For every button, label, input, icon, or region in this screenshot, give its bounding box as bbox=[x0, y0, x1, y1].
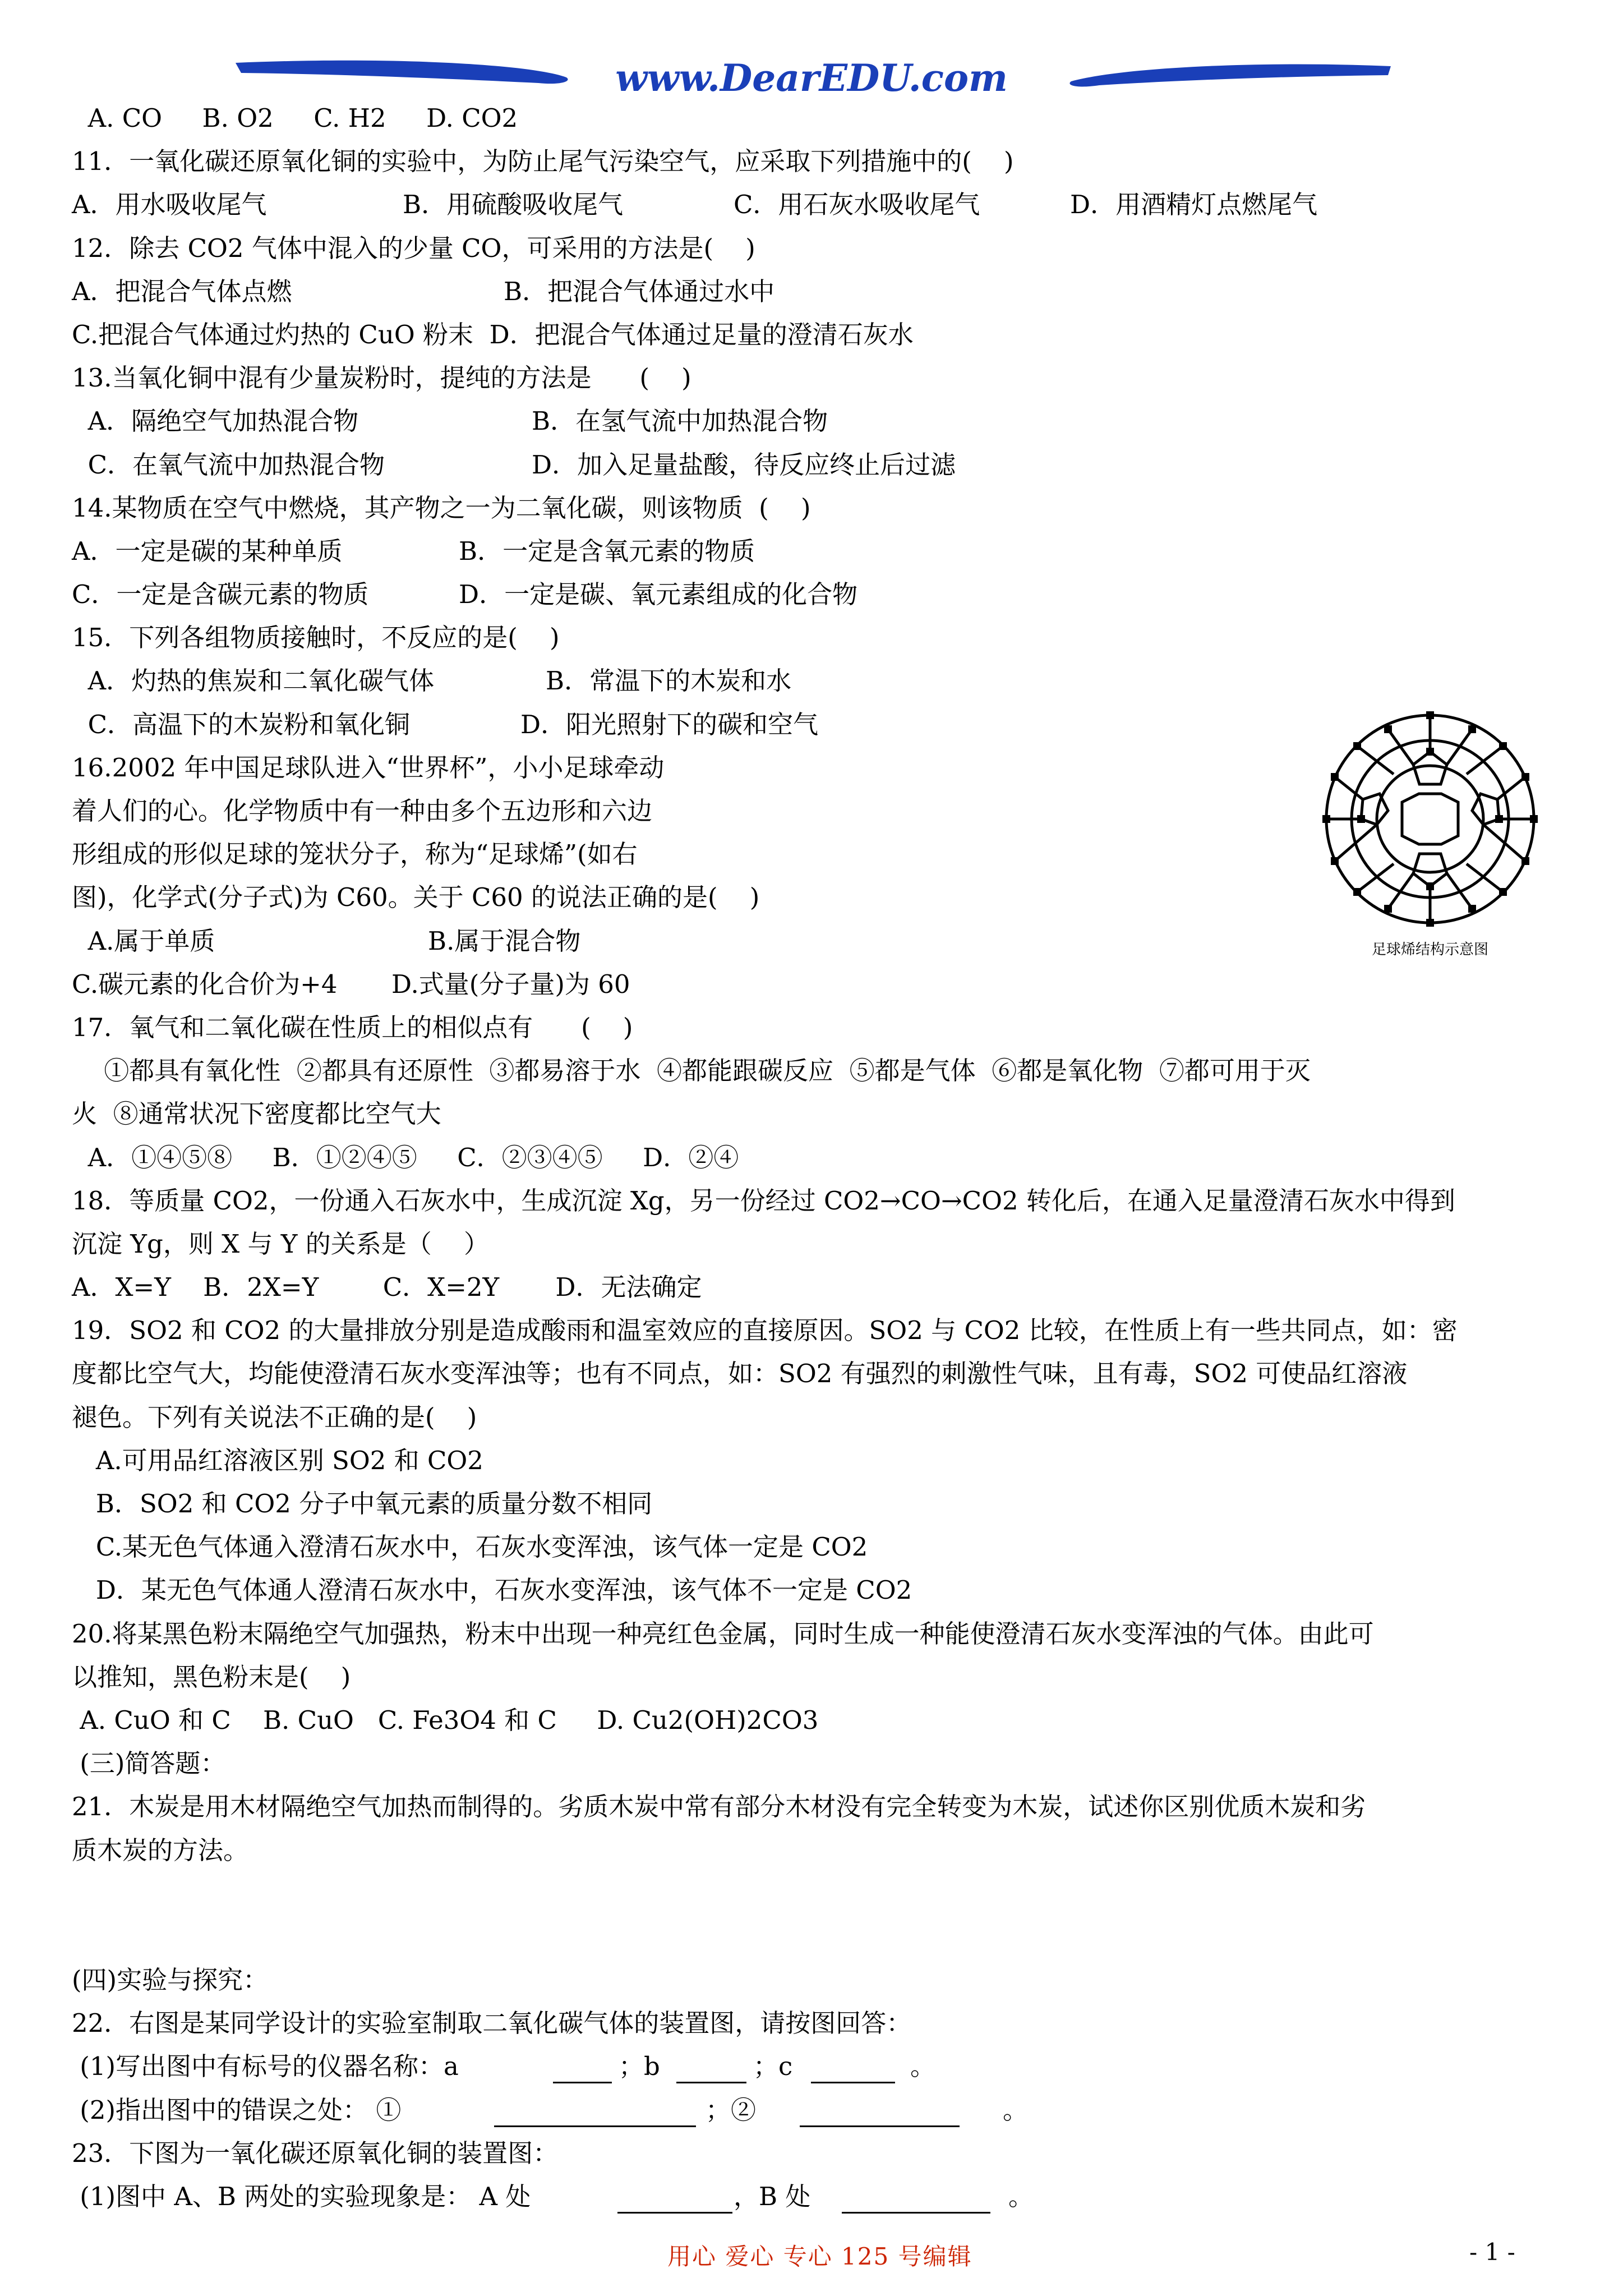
text-segment: B．在氢气流中加热混合物 bbox=[532, 406, 828, 436]
text-segment: 14.某物质在空气中燃烧，其产物之一为二氧化碳，则该物质 ( ) bbox=[72, 493, 811, 523]
text-segment: ，B 处 bbox=[734, 2182, 819, 2211]
text-segment: 。 bbox=[910, 2051, 936, 2082]
text-line bbox=[72, 96, 1564, 140]
answer-blank bbox=[842, 2189, 990, 2214]
text-segment: D.式量(分子量)为 60 bbox=[391, 969, 630, 999]
text-line bbox=[72, 227, 1564, 270]
text-segment: 15．下列各组物质接触时，不反应的是( ) bbox=[72, 623, 560, 653]
text-segment: C.碳元素的化合价为+4 bbox=[72, 969, 338, 999]
footer-slogan: 用心 爱心 专心 125 号编辑 bbox=[667, 2243, 972, 2270]
text-segment: C．一定是含碳元素的物质 bbox=[72, 579, 369, 610]
text-line bbox=[72, 1352, 1564, 1395]
text-line bbox=[72, 1049, 1564, 1092]
text-segment: 11．一氧化碳还原氧化铜的实验中，为防止尾气污染空气，应采取下列措施中的( ) bbox=[72, 146, 1014, 177]
text-line bbox=[72, 1525, 1564, 1568]
text-segment: 20.将某黑色粉末隔绝空气加强热，粉末中出现一种亮红色金属，同时生成一种能使澄清石灰水变浑浊的气体。由此可 bbox=[72, 1618, 1374, 1649]
buckyball-icon bbox=[1310, 704, 1551, 962]
text-line bbox=[72, 1612, 1564, 1655]
text-segment: A. CO B. O2 C. H2 D. CO2 bbox=[72, 103, 518, 133]
answer-blank bbox=[494, 2103, 696, 2127]
text-segment: 。 bbox=[1003, 2095, 1029, 2125]
text-segment: 17．氧气和二氧化碳在性质上的相似点有 ( ) bbox=[72, 1012, 633, 1042]
text-segment: A．把混合气体点燃 bbox=[72, 276, 292, 306]
text-segment: 褪色。下列有关说法不正确的是( ) bbox=[72, 1402, 477, 1432]
text-line bbox=[72, 1266, 1564, 1309]
text-line bbox=[72, 1568, 1564, 1612]
text-line bbox=[72, 270, 1564, 313]
text-segment: 度都比空气大，均能使澄清石灰水变浑浊等；也有不同点，如：SO2 有强烈的刺激性气味，且有毒，SO2 可使品红溶液 bbox=[72, 1359, 1408, 1389]
text-segment: 图)，化学式(分子式)为 C60。关于 C60 的说法正确的是( ) bbox=[72, 882, 760, 913]
text-line bbox=[72, 1179, 1564, 1222]
text-segment: ；b bbox=[619, 2051, 668, 2082]
text-line bbox=[72, 1396, 1564, 1439]
text-segment: A．灼热的焦炭和二氧化碳气体 bbox=[72, 666, 435, 696]
text-segment: B.属于混合物 bbox=[428, 926, 581, 956]
text-segment: 形组成的形似足球的笼状分子，称为“足球烯”(如右 bbox=[72, 839, 638, 869]
text-segment: ①都具有氧化性 ②都具有还原性 ③都易溶于水 ④都能跟碳反应 ⑤都是气体 ⑥都是氧化物 ⑦都可用于灭 bbox=[72, 1056, 1311, 1086]
text-segment: (2)指出图中的错误之处： ① bbox=[72, 2095, 409, 2125]
text-segment: ；c bbox=[753, 2051, 801, 2082]
text-line bbox=[72, 1439, 1564, 1482]
text-segment: D．阳光照射下的碳和空气 bbox=[520, 709, 819, 739]
text-segment: 12．除去 CO2 气体中混入的少量 CO，可采用的方法是( ) bbox=[72, 233, 755, 263]
answer-blank bbox=[617, 2189, 732, 2214]
text-segment: C.把混合气体通过灼热的 CuO 粉末 D．把混合气体通过足量的澄清石灰水 bbox=[72, 319, 914, 349]
text-line bbox=[72, 1872, 1564, 1915]
text-line bbox=[72, 183, 1564, 226]
text-segment: A．X=Y B．2X=Y C．X=2Y D．无法确定 bbox=[72, 1272, 702, 1303]
site-logo-text: www.DearEDU.com bbox=[615, 56, 1008, 100]
answer-blank bbox=[676, 2059, 746, 2083]
text-segment: 。 bbox=[1008, 2182, 1034, 2211]
page-footer bbox=[0, 2238, 1623, 2272]
text-segment: B．一定是含氧元素的物质 bbox=[459, 536, 755, 566]
text-line bbox=[72, 1915, 1564, 1958]
text-segment: A.属于单质 bbox=[72, 926, 215, 956]
text-line bbox=[72, 616, 1564, 659]
text-segment: 22．右图是某同学设计的实验室制取二氧化碳气体的装置图，请按图回答： bbox=[72, 2008, 912, 2039]
text-segment: A．用水吸收尾气 bbox=[72, 190, 267, 220]
text-segment: 13.当氧化铜中混有少量炭粉时，提纯的方法是 ( ) bbox=[72, 363, 691, 393]
text-segment: 以推知，黑色粉末是( ) bbox=[72, 1662, 351, 1692]
text-line bbox=[72, 2132, 1564, 2175]
text-segment: 18．等质量 CO2，一份通入石灰水中，生成沉淀 Xg，另一份经过 CO2→CO→CO2 转化后，在通入足量澄清石灰水中得到 bbox=[72, 1185, 1455, 1216]
text-segment: 21．木炭是用木材隔绝空气加热而制得的。劣质木炭中常有部分木材没有完全转变为木炭，试述你区别优质木炭和劣 bbox=[72, 1792, 1366, 1822]
text-line bbox=[72, 1785, 1564, 1828]
text-segment: 16.2002 年中国足球队进入“世界杯”，小小足球牵动 bbox=[72, 752, 665, 783]
answer-blank bbox=[800, 2103, 960, 2127]
text-segment: (三)简答题： bbox=[72, 1749, 226, 1779]
text-segment: A．①④⑤⑧ B．①②④⑤ C．②③④⑤ D．②④ bbox=[72, 1142, 739, 1172]
answer-blank bbox=[811, 2059, 895, 2083]
text-line bbox=[72, 2001, 1564, 2045]
text-line bbox=[72, 1222, 1564, 1266]
text-line bbox=[72, 443, 1564, 486]
text-segment: B．用硫酸吸收尾气 bbox=[403, 190, 624, 220]
c60-figure bbox=[1310, 704, 1551, 962]
text-line bbox=[72, 1136, 1564, 1179]
exam-body bbox=[72, 96, 1564, 2218]
text-segment: 沉淀 Yg，则 X 与 Y 的关系是（ ） bbox=[72, 1228, 489, 1259]
text-line bbox=[72, 1742, 1564, 1785]
answer-blank bbox=[553, 2059, 612, 2083]
text-segment: A. CuO 和 C B. CuO C. Fe3O4 和 C D. Cu2(OH)2CO3 bbox=[72, 1705, 819, 1735]
text-segment: 23．下图为一氧化碳还原氧化铜的装置图： bbox=[72, 2138, 559, 2168]
text-segment: C．用石灰水吸收尾气 bbox=[734, 190, 980, 220]
text-line bbox=[72, 2045, 1564, 2088]
text-segment: 着人们的心。化学物质中有一种由多个五边形和六边 bbox=[72, 796, 653, 826]
text-segment: B．把混合气体通过水中 bbox=[504, 276, 775, 306]
text-segment: C．高温下的木炭粉和氧化铜 bbox=[72, 709, 411, 739]
text-segment: B．常温下的木炭和水 bbox=[546, 666, 792, 696]
figure-caption: 足球烯结构示意图 bbox=[1371, 941, 1489, 958]
text-line bbox=[72, 486, 1564, 530]
text-line bbox=[72, 1092, 1564, 1135]
text-line bbox=[72, 356, 1564, 399]
text-segment: C.某无色气体通入澄清石灰水中，石灰水变浑浊，该气体一定是 CO2 bbox=[72, 1532, 868, 1562]
text-line bbox=[72, 1829, 1564, 1872]
text-line bbox=[72, 399, 1564, 443]
text-line bbox=[72, 1482, 1564, 1525]
text-segment: D．用酒精灯点燃尾气 bbox=[1070, 190, 1318, 220]
text-line bbox=[72, 313, 1564, 356]
text-segment: (1)图中 A、B 两处的实验现象是： A 处 bbox=[72, 2182, 539, 2211]
text-line bbox=[72, 963, 1564, 1006]
text-line bbox=[72, 2088, 1564, 2132]
text-segment: C．在氧气流中加热混合物 bbox=[72, 449, 385, 480]
text-segment: A.可用品红溶液区别 SO2 和 CO2 bbox=[72, 1445, 483, 1475]
text-segment: (四)实验与探究： bbox=[72, 1965, 269, 1995]
text-segment: D．一定是碳、氧元素组成的化合物 bbox=[459, 579, 858, 610]
text-segment: 19．SO2 和 CO2 的大量排放分别是造成酸雨和温室效应的直接原因。SO2 与 CO2 比较，在性质上有一些共同点，如：密 bbox=[72, 1315, 1458, 1346]
text-line bbox=[72, 1655, 1564, 1699]
text-segment: (1)写出图中有标号的仪器名称：a bbox=[72, 2051, 467, 2082]
text-line bbox=[72, 659, 1564, 702]
text-segment: B．SO2 和 CO2 分子中氧元素的质量分数不相同 bbox=[72, 1489, 653, 1519]
page-number: - 1 - bbox=[1469, 2238, 1515, 2266]
text-segment: 火 ⑧通常状况下密度都比空气大 bbox=[72, 1099, 441, 1129]
text-segment: D．某无色气体通人澄清石灰水中，石灰水变浑浊，该气体不一定是 CO2 bbox=[72, 1575, 912, 1605]
text-line bbox=[72, 573, 1564, 616]
text-segment: ；② bbox=[706, 2095, 757, 2125]
text-line bbox=[72, 1006, 1564, 1049]
text-line bbox=[72, 1699, 1564, 1742]
text-line bbox=[72, 1309, 1564, 1352]
text-segment: 质木炭的方法。 bbox=[72, 1835, 249, 1865]
text-line bbox=[72, 530, 1564, 573]
text-segment: A．一定是碳的某种单质 bbox=[72, 536, 343, 566]
text-segment: D．加入足量盐酸，待反应终止后过滤 bbox=[532, 449, 956, 480]
text-segment: A．隔绝空气加热混合物 bbox=[72, 406, 359, 436]
text-line bbox=[72, 140, 1564, 183]
text-line bbox=[72, 1958, 1564, 2001]
text-line bbox=[72, 2175, 1564, 2218]
